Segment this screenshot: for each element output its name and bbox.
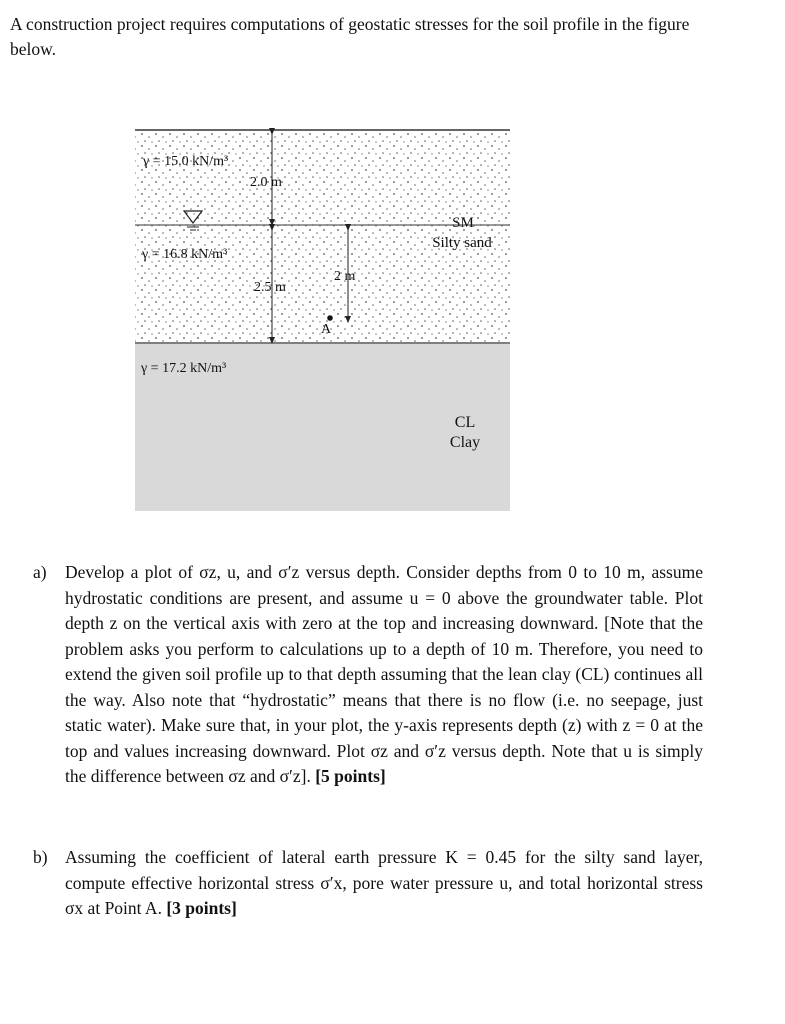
sm-name-label: Silty sand (432, 235, 492, 251)
question-b-marker: b) (33, 847, 48, 867)
unit-weight-top: γ = 15.0 kN/m³ (143, 154, 229, 169)
question-b (33, 845, 703, 922)
unit-weight-clay: γ = 17.2 kN/m³ (141, 361, 227, 376)
unit-weight-mid: γ = 16.8 kN/m³ (142, 247, 228, 262)
question-b-points: [3 points] (166, 898, 237, 918)
question-a (33, 560, 703, 790)
cl-code-label: CL (454, 414, 476, 431)
point-a-label: A (321, 322, 332, 337)
dimension-label-point: 2 m (334, 269, 356, 284)
dimension-label-mid: 2.5 m (254, 280, 286, 295)
cl-name-label: Clay (449, 434, 481, 451)
question-a-text: Develop a plot of σz, u, and σ′z versus depth. Consider depths from 0 to 10 m, assume hydrostatic conditions are present, and assume u = 0 above the groundwater table. Plot depth z on the vertical axis with zero at the top and increasing downward. [Note that the problem asks you perform to calculations up to a depth of 10 m. Therefore, you need to extend the given soil profile up to that depth assuming that the lean clay (CL) continues all the way. Also note that “hydrostatic” means that there is no flow (i.e. no seepage, just static water). Make sure that, in your plot, the y-axis represents depth (z) with z = 0 at the top and values increasing downward. Plot σz and σ′z versus depth. Note that u is simply the difference between σz and σ′z]. (65, 562, 703, 786)
problem-intro: A construction project requires computations of geostatic stresses for the soil profile in the figure below. (10, 14, 690, 59)
dimension-label-top: 2.0 m (250, 175, 282, 190)
question-b-text: Assuming the coefficient of lateral earth pressure K = 0.45 for the silty sand layer, compute effective horizontal stress σ′x, pore water pressure u, and total horizontal stress σx at Point A. (65, 847, 703, 918)
question-a-points: [5 points] (315, 766, 386, 786)
sm-code-label: SM (452, 215, 474, 231)
point-a-marker (327, 315, 333, 321)
question-a-marker: a) (33, 562, 47, 582)
